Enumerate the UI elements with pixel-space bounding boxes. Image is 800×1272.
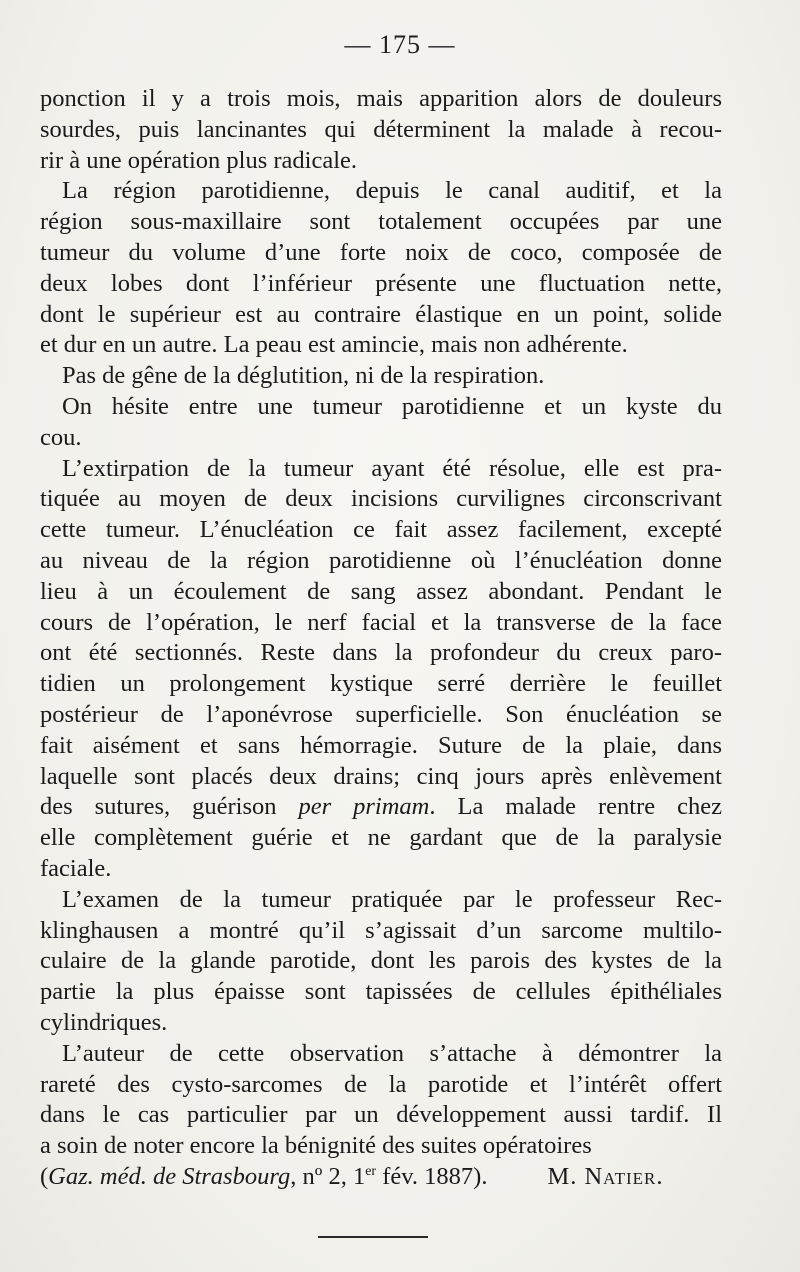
text-line: ont été sectionnés. Reste dans la profondeur du creux paro- xyxy=(40,639,722,667)
journal-name: Gaz. méd. de Strasbourg xyxy=(48,1162,291,1190)
text-line: deux lobes dont l’inférieur présente une fluctuation nette, xyxy=(40,269,722,297)
text-line: ponction il y a trois mois, mais apparition alors de douleurs xyxy=(40,85,722,112)
text-line: tiquée au moyen de deux incisions curvilignes circonscrivant xyxy=(40,485,722,513)
text-line: culaire de la glande parotide, dont les parois des kystes de la xyxy=(40,947,722,975)
paragraph xyxy=(40,1039,722,1162)
text-segment: des sutures, guérison xyxy=(40,793,299,821)
text-line: rir à une opération plus radicale. xyxy=(40,146,358,174)
body-text xyxy=(40,84,722,1193)
end-rule-divider xyxy=(318,1236,428,1238)
author-name: M. Natier. xyxy=(547,1162,664,1190)
paragraph xyxy=(40,176,722,361)
text-line: au niveau de la région parotidienne où l’énucléation donne xyxy=(40,546,722,574)
text-line: cylindriques. xyxy=(40,1008,168,1036)
italic-phrase: per primam xyxy=(298,793,430,821)
text-line: région sous-maxillaire sont totalement occupées par une xyxy=(40,208,722,236)
text-line: L’examen de la tumeur pratiquée par le professeur Rec- xyxy=(62,885,722,913)
text-line: rareté des cysto-sarcomes de la parotide et l’intérêt offert xyxy=(40,1070,722,1098)
citation-issue: , nº 2, 1 xyxy=(290,1162,366,1190)
text-line: faciale. xyxy=(40,854,112,882)
text-line: tidien un prolongement kystique serré derrière le feuillet xyxy=(40,670,722,698)
text-line: cette tumeur. L’énucléation ce fait assez facilement, excepté xyxy=(40,516,722,544)
text-line: tumeur du volume d’une forte noix de coco, composée de xyxy=(40,238,722,266)
text-line: et dur en un autre. La peau est amincie, mais non adhérente. xyxy=(40,331,628,359)
text-line: cou. xyxy=(40,423,82,451)
text-line: sourdes, puis lancinantes qui déterminent la malade à recou- xyxy=(40,115,722,143)
paragraph xyxy=(40,84,722,176)
paragraph xyxy=(40,454,722,885)
citation-superscript: er xyxy=(365,1163,377,1179)
text-line: cours de l’opération, le nerf facial et la transverse de la face xyxy=(40,608,722,636)
text-line: dont le supérieur est au contraire élastique en un point, solide xyxy=(40,300,722,328)
paragraph xyxy=(40,392,722,454)
text-line xyxy=(40,792,722,823)
text-line: laquelle sont placés deux drains; cinq jours après enlèvement xyxy=(40,762,722,790)
paragraph xyxy=(40,885,722,1039)
text-line: Pas de gêne de la déglutition, ni de la respiration. xyxy=(62,362,545,390)
text-line: lieu à un écoulement de sang assez abondant. Pendant le xyxy=(40,577,722,605)
page-number: — 175 — xyxy=(344,30,456,59)
text-line: On hésite entre une tumeur parotidienne et un kyste du xyxy=(62,392,722,420)
text-line: dans le cas particulier par un développement aussi tardif. Il xyxy=(40,1101,722,1129)
text-line: L’extirpation de la tumeur ayant été résolue, elle est pra- xyxy=(62,454,722,482)
text-line: L’auteur de cette observation s’attache à démontrer la xyxy=(62,1039,722,1067)
text-segment: . La malade rentre chez xyxy=(429,793,723,821)
text-line: partie la plus épaisse sont tapissées de cellules épithéliales xyxy=(40,978,722,1006)
paragraph xyxy=(40,361,722,392)
citation-open: ( xyxy=(40,1162,49,1190)
text-line: postérieur de l’aponévrose superficielle. Son énucléation se xyxy=(40,700,722,728)
citation-line xyxy=(40,1162,722,1193)
text-line: elle complètement guérie et ne gardant que de la paralysie xyxy=(40,824,722,852)
text-line: klinghausen a montré qu’il s’agissait d’un sarcome multilo- xyxy=(40,916,722,944)
citation-date: fév. 1887). xyxy=(376,1162,488,1190)
text-line: a soin de noter encore la bénignité des suites opératoires xyxy=(40,1132,592,1160)
text-line: fait aisément et sans hémorragie. Suture de la plaie, dans xyxy=(40,731,722,759)
text-line: La région parotidienne, depuis le canal auditif, et la xyxy=(62,177,722,205)
